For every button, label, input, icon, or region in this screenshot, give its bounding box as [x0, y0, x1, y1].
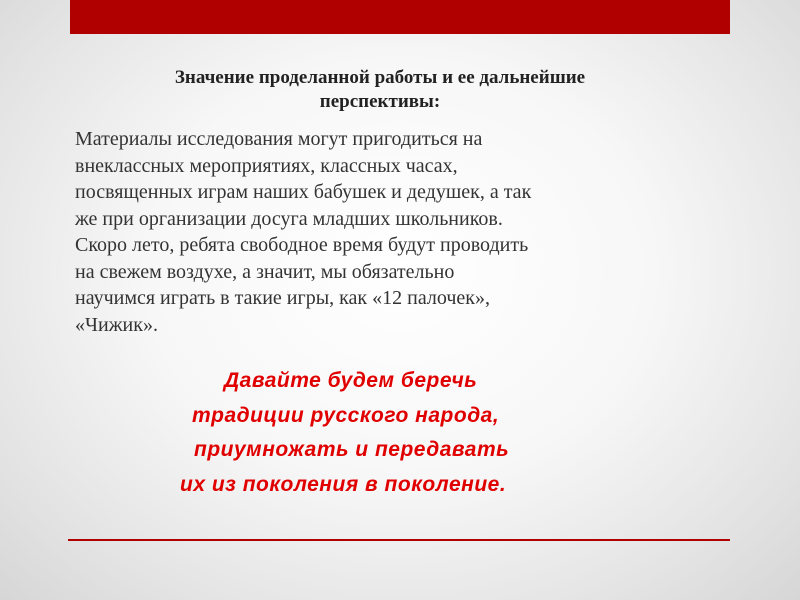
body-paragraph [75, 126, 715, 338]
heading-line-1: Значение проделанной работы и ее дальнейшие [174, 67, 586, 88]
body-line: «Чижик». [75, 313, 158, 336]
bottom-divider [68, 539, 730, 541]
heading-line-2: перспективы: [319, 91, 441, 112]
top-accent-bar [70, 0, 730, 34]
slogan-line: Давайте будем беречь [224, 369, 478, 392]
body-line: на свежем воздухе, а значит, мы обязательно [75, 260, 455, 283]
body-line: внеклассных мероприятиях, классных часах, [75, 154, 458, 177]
body-line: же при организации досуга младших школьников. [75, 207, 503, 230]
slogan-line: их из поколения в поколение. [180, 472, 507, 496]
slogan [170, 364, 620, 502]
body-line: научимся играть в такие игры, как «12 палочек», [75, 287, 491, 309]
slide-heading [70, 66, 690, 114]
slogan-line: приумножать и передавать [194, 438, 510, 461]
body-line: Материалы исследования могут пригодиться на [75, 128, 483, 150]
body-line: посвященных играм наших бабушек и дедушек, а так [75, 181, 532, 203]
slogan-line: традиции русского народа, [192, 403, 500, 427]
body-line: Скоро лето, ребята свободное время будут проводить [75, 234, 529, 256]
